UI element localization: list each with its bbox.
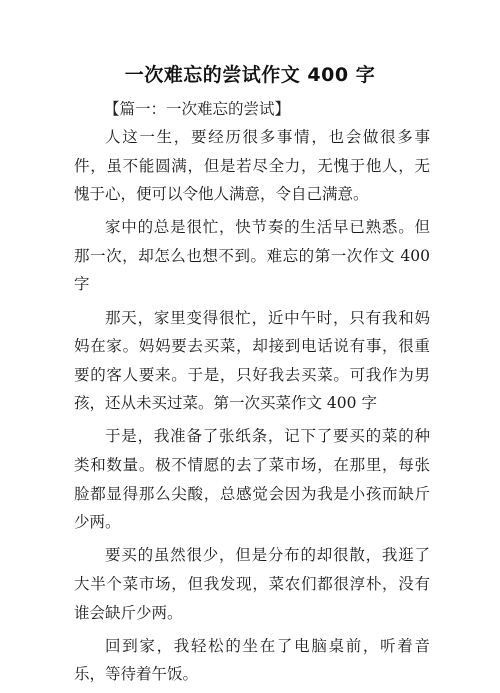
document-title: 一次难忘的尝试作文 400 字 bbox=[124, 64, 376, 86]
paragraph: 于是，我准备了张纸条，记下了要买的菜的种类和数量。极不情愿的去了菜市场，在那里，每张脸都显得那么尖酸，总感觉会因为我是小孩而缺斤少两。 bbox=[74, 427, 430, 532]
paragraph: 人这一生，要经历很多事情，也会做很多事件，虽不能圆满，但是若尽全力，无愧于他人，无愧于心，便可以令他人满意，令自己满意。 bbox=[74, 128, 430, 204]
document-body bbox=[74, 123, 430, 693]
section-heading: 【篇一：一次难忘的尝试】 bbox=[104, 100, 291, 118]
paragraph: 家中的总是很忙，快节奏的生活早已熟悉。但那一次，却怎么也想不到。难忘的第一次作文 400 字 bbox=[74, 218, 430, 294]
paragraph: 回到家，我轻松的坐在了电脑桌前，听着音乐，等待着午饭。 bbox=[74, 636, 430, 684]
paragraph: 那天，家里变得很忙，近中午时，只有我和妈妈在家。妈妈要去买菜，却接到电话说有事，很重要的客人要来。于是，只好我去买菜。可我作为男孩，还从未买过菜。第一次买菜作文 400 字 bbox=[74, 308, 430, 413]
paragraph: 要买的虽然很少，但是分布的却很散，我逛了大半个菜市场，但我发现，菜农们都很淳朴，没有谁会缺斤少两。 bbox=[74, 546, 430, 622]
